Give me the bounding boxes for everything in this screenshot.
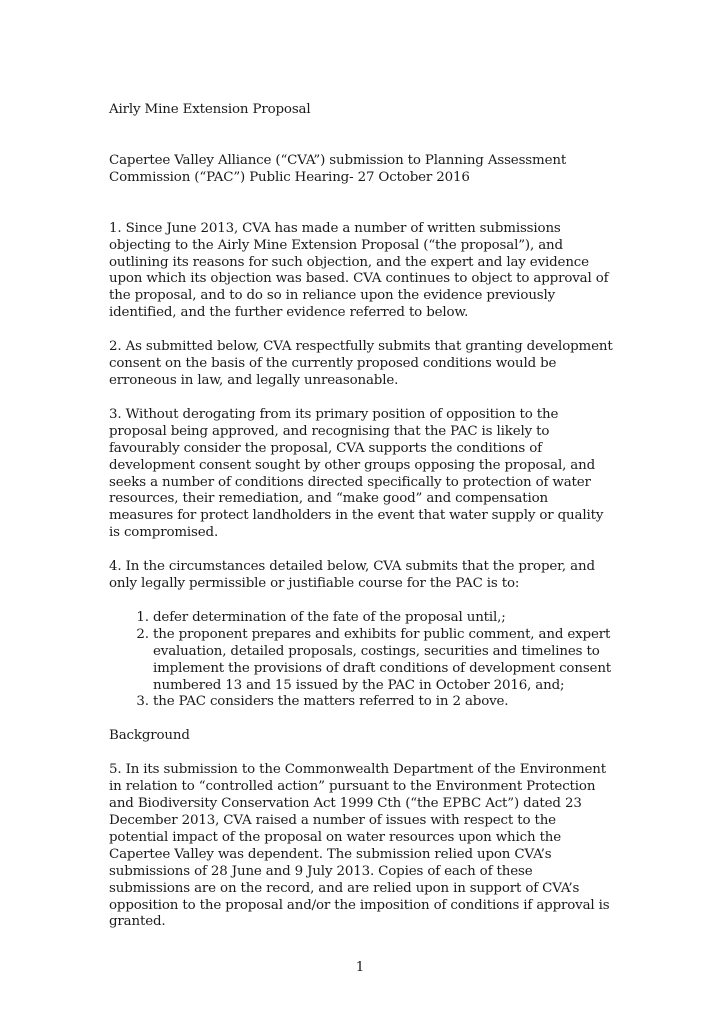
document-body: [109, 102, 614, 948]
paragraph-2: 2. As submitted below, CVA respectfully submits that granting development consent on the basis of the currently proposed conditions would be erroneous in law, and legally unreasonable.: [109, 339, 613, 388]
conditions-list: [109, 610, 614, 711]
section-heading-background: Background: [109, 728, 190, 744]
list-item: 1. defer determination of the fate of the proposal until,;: [153, 610, 614, 627]
document-title: Airly Mine Extension Proposal: [109, 102, 311, 117]
paragraph-1: 1. Since June 2013, CVA has made a number of written submissions objecting to the Airly Mine Extension Proposal (“the proposal”), and outlining its reasons for such objection, and the expert and lay evidence upon which its objection was based. CVA continues to object to approval of the proposal, and to do so in reliance upon the evidence previously identified, and the further evidence referred to below.: [109, 220, 609, 321]
list-item: 2. the proponent prepares and exhibits for public comment, and expert evaluation, detailed proposals, costings, securities and timelines to implement the provisions of draft conditions of development consent numbered 13 and 15 issued by the PAC in October 2016, and;: [153, 627, 614, 695]
paragraph-4: 4. In the circumstances detailed below, CVA submits that the proper, and only legally permissible or justifiable course for the PAC is to:: [109, 559, 595, 592]
document-subtitle: Capertee Valley Alliance (“CVA”) submission to Planning Assessment Commission (“PAC”) Public Hearing- 27 October 2016: [109, 152, 567, 185]
paragraph-3: 3. Without derogating from its primary position of opposition to the proposal being approved, and recognising that the PAC is likely to favourably consider the proposal, CVA supports the conditions of development consent sought by other groups opposing the proposal, and seeks a number of conditions directed specifically to protection of water resources, their remediation, and “make good” and compensation measures for protect landholders in the event that water supply or quality is compromised.: [109, 406, 604, 541]
page-number: 1: [355, 960, 365, 975]
list-item: 3. the PAC considers the matters referred to in 2 above.: [153, 694, 614, 711]
paragraph-5: 5. In its submission to the Commonwealth Department of the Environment in relation to “controlled action” pursuant to the Environment Protection and Biodiversity Conservation Act 1999 Cth (“the EPBC Act”) dated 23 December 2013, CVA raised a number of issues with respect to the potential impact of the proposal on water resources upon which the Capertee Valley was dependent. The submission relied upon CVA’s submissions of 28 June and 9 July 2013. Copies of each of these submissions are on the record, and are relied upon in support of CVA’s opposition to the proposal and/or the imposition of conditions if approval is granted.: [109, 762, 610, 930]
